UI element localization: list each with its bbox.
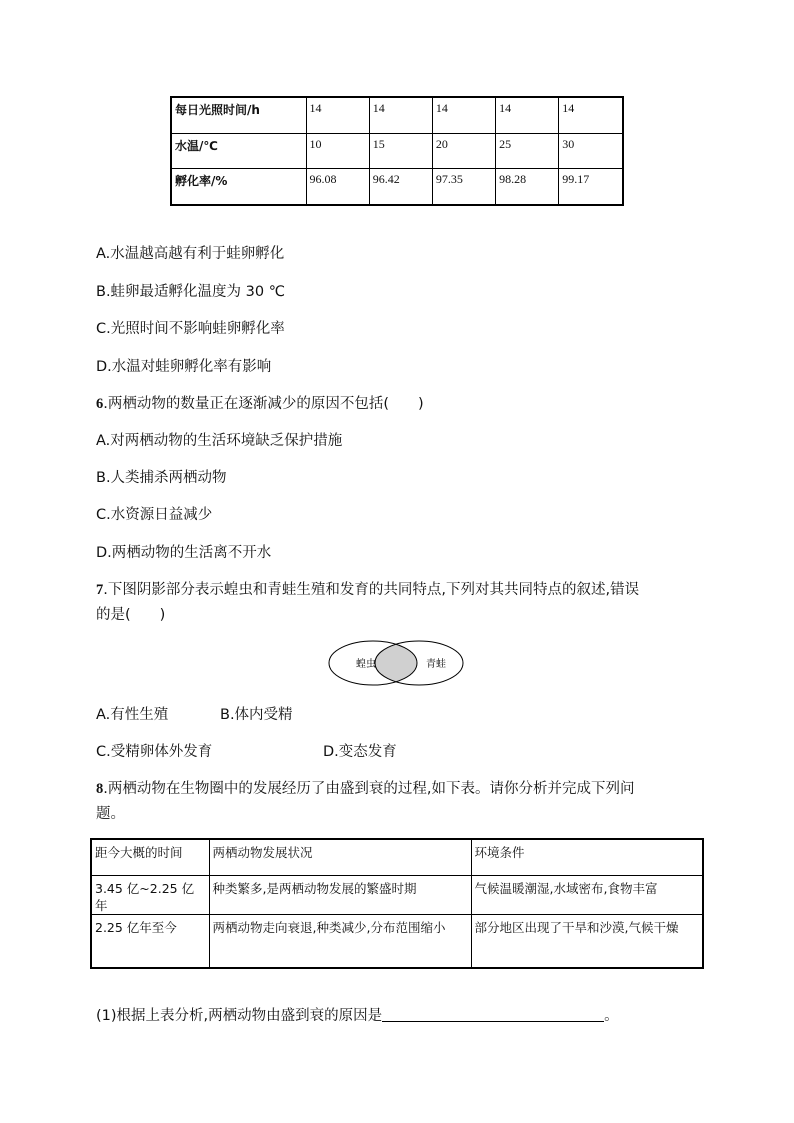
table-row xyxy=(172,133,622,169)
table-cell: 两栖动物走向衰退,种类减少,分布范围缩小 xyxy=(209,914,471,967)
venn-label-locust: 蝗虫 xyxy=(356,659,376,670)
question-text: .两栖动物的数量正在逐渐减少的原因不包括( ) xyxy=(103,396,424,412)
amphibian-history-table xyxy=(90,838,704,969)
question-number: 6 xyxy=(96,396,104,412)
q6-option-c: C.水资源日益减少 xyxy=(96,507,213,523)
table-cell: 2.25 亿年至今 xyxy=(92,914,209,967)
subquestion-text: (1)根据上表分析,两栖动物由盛到衰的原因是 xyxy=(96,1008,383,1024)
table-row xyxy=(172,98,622,133)
q5-option-c: C.光照时间不影响蛙卵孵化率 xyxy=(96,321,285,337)
table-row xyxy=(92,875,702,914)
q5-option-d: D.水温对蛙卵孵化率有影响 xyxy=(96,359,272,375)
q7-option-a: A.有性生殖 xyxy=(96,707,169,723)
table-cell: 25 xyxy=(496,133,559,169)
question-number: 8 xyxy=(96,781,104,797)
q6-option-b: B.人类捕杀两栖动物 xyxy=(96,470,227,486)
venn-diagram xyxy=(326,638,466,688)
table-cell: 15 xyxy=(369,133,432,169)
q5-option-b: B.蛙卵最适孵化温度为 30 ℃ xyxy=(96,284,286,300)
table-cell: 20 xyxy=(432,133,495,169)
table-cell: 14 xyxy=(432,98,495,133)
table-cell: 97.35 xyxy=(432,169,495,204)
row-label: 孵化率/% xyxy=(172,169,306,204)
table-cell: 种类繁多,是两栖动物发展的繁盛时期 xyxy=(209,875,471,914)
q8-stem xyxy=(96,777,634,798)
table-cell: 30 xyxy=(559,133,622,169)
table-row xyxy=(92,914,702,967)
question-text: .下图阴影部分表示蝗虫和青蛙生殖和发育的共同特点,下列对其共同特点的叙述,错误 xyxy=(103,582,640,598)
table-cell: 3.45 亿~2.25 亿年 xyxy=(92,875,209,914)
q7-option-c: C.受精卵体外发育 xyxy=(96,744,213,760)
q6-option-d: D.两栖动物的生活离不开水 xyxy=(96,545,272,561)
q8-subquestion-1 xyxy=(96,1004,619,1025)
question-text: .两栖动物在生物圈中的发展经历了由盛到衰的过程,如下表。请你分析并完成下列问 xyxy=(103,781,635,797)
table-cell: 14 xyxy=(496,98,559,133)
q7-stem-line2: 的是( ) xyxy=(96,607,166,623)
table-cell: 96.42 xyxy=(369,169,432,204)
table-row xyxy=(172,169,622,204)
column-header: 距今大概的时间 xyxy=(92,840,209,875)
table-cell: 14 xyxy=(306,98,369,133)
subquestion-end: 。 xyxy=(604,1008,619,1024)
column-header: 环境条件 xyxy=(471,840,702,875)
answer-blank[interactable] xyxy=(382,1007,604,1022)
q5-option-a: A.水温越高越有利于蛙卵孵化 xyxy=(96,246,285,262)
row-label: 水温/℃ xyxy=(172,133,306,169)
q7-stem xyxy=(96,578,639,599)
table-cell: 98.28 xyxy=(496,169,559,204)
column-header: 两栖动物发展状况 xyxy=(209,840,471,875)
table-header-row xyxy=(92,840,702,875)
table-cell: 99.17 xyxy=(559,169,622,204)
q7-option-d: D.变态发育 xyxy=(323,744,397,760)
row-label: 每日光照时间/h xyxy=(172,98,306,133)
question-number: 7 xyxy=(96,582,104,598)
table-cell: 14 xyxy=(369,98,432,133)
q6-option-a: A.对两栖动物的生活环境缺乏保护措施 xyxy=(96,433,343,449)
incubation-data-table xyxy=(170,96,624,206)
venn-label-frog: 青蛙 xyxy=(426,659,446,670)
q6-stem xyxy=(96,392,424,413)
table-cell: 96.08 xyxy=(306,169,369,204)
q7-option-b: B.体内受精 xyxy=(220,707,293,723)
q8-stem-line2: 题。 xyxy=(96,806,125,822)
table-cell: 14 xyxy=(559,98,622,133)
table-cell: 气候温暖潮湿,水域密布,食物丰富 xyxy=(471,875,702,914)
table-cell: 部分地区出现了干旱和沙漠,气候干燥 xyxy=(471,914,702,967)
table-cell: 10 xyxy=(306,133,369,169)
